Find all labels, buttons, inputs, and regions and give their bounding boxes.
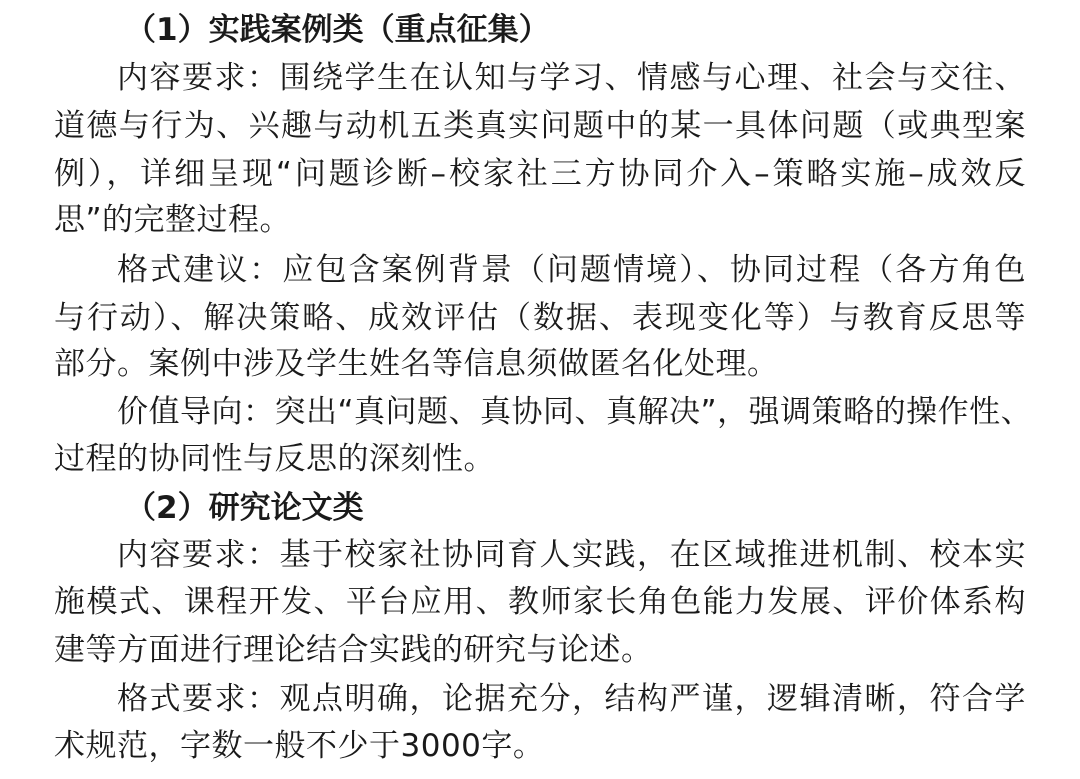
section-1-format-line-1: 格式建议：应包含案例背景（问题情境）、协同过程（各方角色 [117, 252, 1026, 288]
section-2-format-line-2: 术规范，字数一般不少于3000字。 [54, 728, 545, 764]
section-1-value-line-1: 价值导向：突出“真问题、真协同、真解决”，强调策略的操作性、 [117, 394, 1033, 430]
section-2-content-line-3: 建等方面进行理论结合实践的研究与论述。 [54, 632, 653, 668]
section-1-content-line-2: 道德与行为、兴趣与动机五类真实问题中的某一具体问题（或典型案 [54, 108, 1026, 144]
section-2-format-line-1: 格式要求：观点明确，论据充分，结构严谨，逻辑清晰，符合学 [117, 681, 1026, 717]
section-2-heading: （2）研究论文类 [125, 490, 364, 526]
section-1-content-line-1: 内容要求：围绕学生在认知与学习、情感与心理、社会与交往、 [117, 60, 1026, 96]
section-2-content-line-2: 施模式、课程开发、平台应用、教师家长角色能力发展、评价体系构 [54, 584, 1026, 620]
section-1-value-line-2: 过程的协同性与反思的深刻性。 [54, 441, 495, 477]
section-1-format-line-3: 部分。案例中涉及学生姓名等信息须做匿名化处理。 [54, 346, 779, 382]
section-1-format-line-2: 与行动）、解决策略、成效评估（数据、表现变化等）与教育反思等 [54, 300, 1026, 336]
section-1-content-line-3: 例），详细呈现“问题诊断–校家社三方协同介入–策略实施–成效反 [54, 156, 1026, 192]
section-1-heading: （1）实践案例类（重点征集） [125, 12, 550, 48]
section-1-content-line-4: 思”的完整过程。 [54, 202, 292, 238]
section-2-content-line-1: 内容要求：基于校家社协同育人实践，在区域推进机制、校本实 [117, 537, 1026, 573]
